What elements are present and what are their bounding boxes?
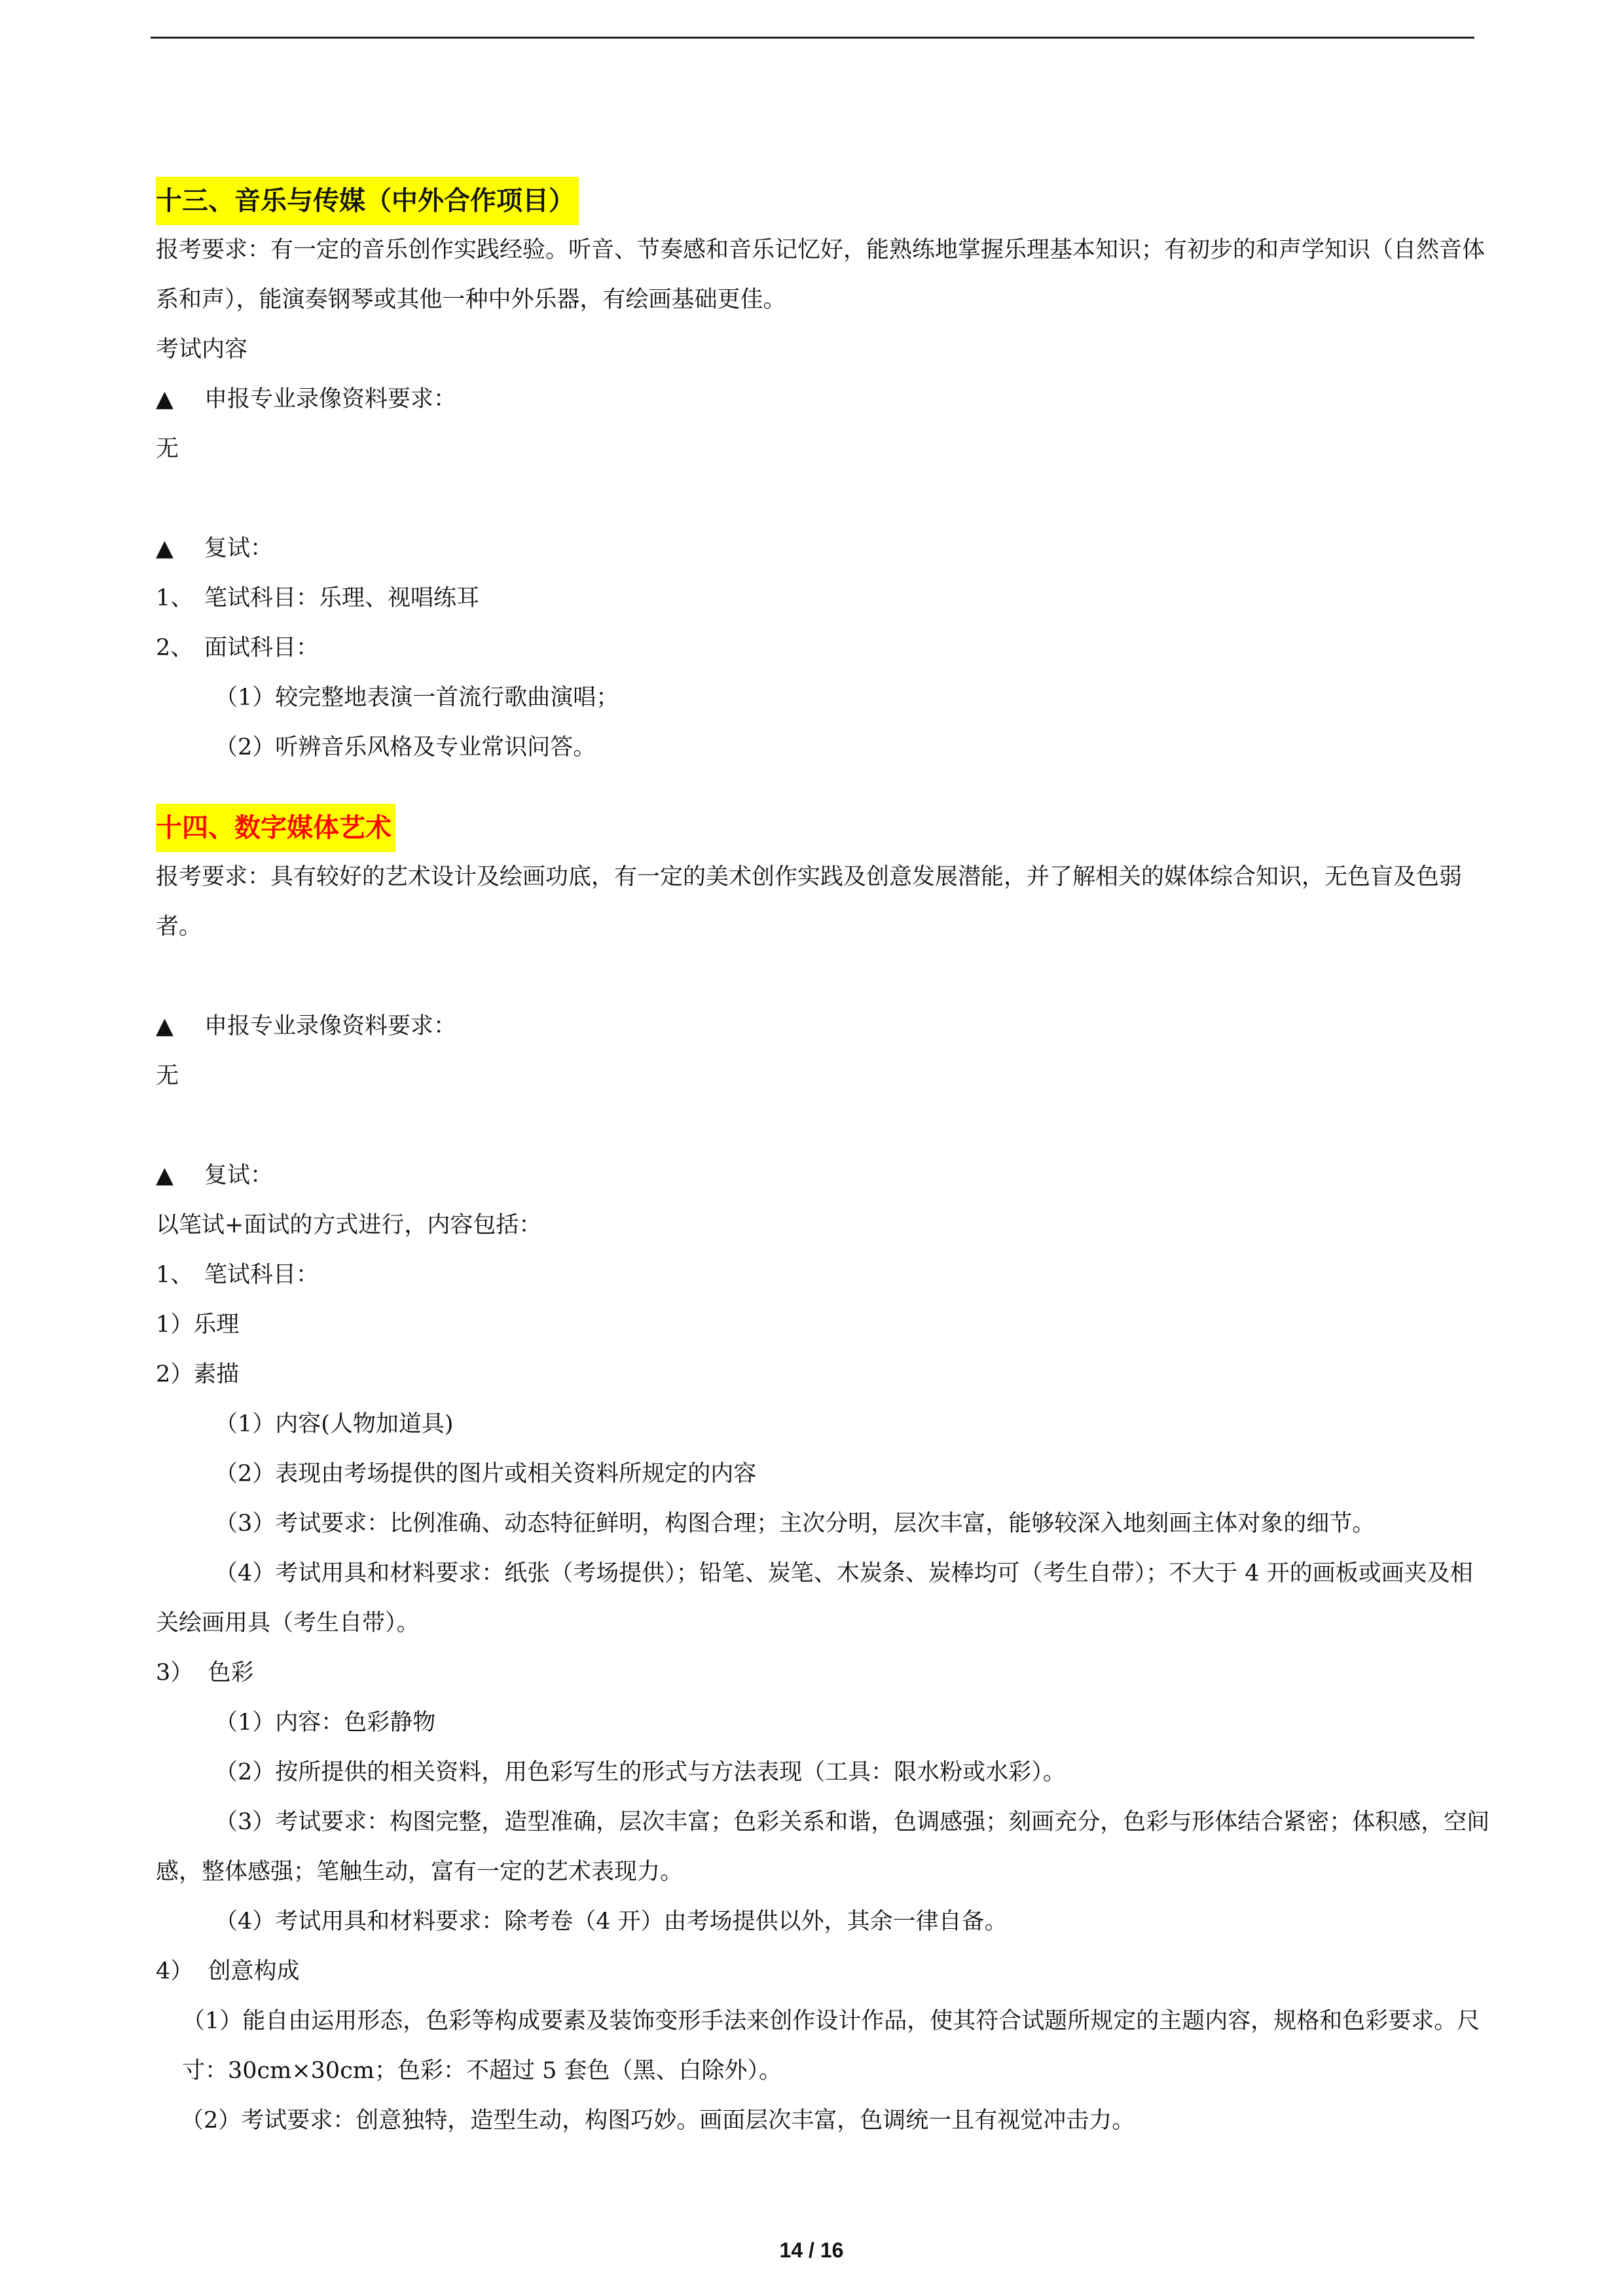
section-13 xyxy=(156,177,1491,772)
section-13-sub-2: （2）听辨音乐风格及专业常识问答。 xyxy=(215,734,596,761)
section-14-requirements: 报考要求：具有较好的艺术设计及绘画功底，有一定的美术创作实践及创意发展潜能，并了解相关的媒体综合知识，无色盲及色弱者。 xyxy=(156,864,1463,940)
section-13-heading: 十三、音乐与传媒（中外合作项目） xyxy=(156,177,579,225)
sketch-sub-4: （4）考试用具和材料要求：纸张（考场提供）；铅笔、炭笔、木炭条、炭棒均可（考生自带）；不大于 4 开的画板或画夹及相关绘画用具（考生自带）。 xyxy=(156,1560,1473,1636)
section-13-item-2 xyxy=(156,623,1491,673)
color-sub-1: （1）内容：色彩静物 xyxy=(215,1710,436,1736)
retest-label: 复试： xyxy=(204,535,274,562)
sketch-item: 2）素描 xyxy=(156,1361,240,1388)
section-14 xyxy=(156,804,1491,2145)
sketch-sub-1: （1）内容(人物加道具) xyxy=(215,1411,454,1437)
color-sub-3: （3）考试要求：构图完整，造型准确，层次丰富；色彩关系和谐，色调感强；刻画充分，色彩与形体结合紧密；体积感，空间感，整体感强；笔触生动，富有一定的艺术表现力。 xyxy=(156,1809,1490,1885)
sketch-sub-3: （3）考试要求：比例准确、动态特征鲜明，构图合理；主次分明，层次丰富，能够较深入地刻画主体对象的细节。 xyxy=(215,1511,1376,1537)
triangle-bullet-icon: ▲ xyxy=(156,1162,173,1189)
item-text: 笔试科目： xyxy=(204,1262,319,1288)
item-number: 1、 xyxy=(156,585,194,611)
section-13-video-requirement xyxy=(156,374,1491,424)
triangle-bullet-icon: ▲ xyxy=(156,535,173,562)
section-13-video-value: 无 xyxy=(156,436,179,462)
item-text: 面试科目： xyxy=(204,635,319,661)
section-13-item-1 xyxy=(156,573,1491,623)
video-label: 申报专业录像资料要求： xyxy=(204,1013,457,1039)
section-14-video-requirement xyxy=(156,1001,1491,1051)
music-theory-item: 1）乐理 xyxy=(156,1312,240,1338)
triangle-bullet-icon: ▲ xyxy=(156,386,173,412)
color-sub-2: （2）按所提供的相关资料，用色彩写生的形式与方法表现（工具：限水粉或水彩）。 xyxy=(215,1759,1066,1785)
section-14-intro: 以笔试+面试的方式进行，内容包括： xyxy=(156,1212,542,1238)
item-number: 1、 xyxy=(156,1262,194,1288)
document-body xyxy=(156,177,1491,2145)
section-13-retest xyxy=(156,524,1491,573)
item-number: 2、 xyxy=(156,635,194,661)
section-13-requirements: 报考要求：有一定的音乐创作实践经验。听音、节奏感和音乐记忆好，能熟练地掌握乐理基本知识；有初步的和声学知识（自然音体系和声），能演奏钢琴或其他一种中外乐器，有绘画基础更佳。 xyxy=(156,237,1486,313)
creative-sub-2: （2）考试要求：创意独特，造型生动，构图巧妙。画面层次丰富，色调统一且有视觉冲击力。 xyxy=(181,2108,1135,2134)
color-sub-4: （4）考试用具和材料要求：除考卷（4 开）由考场提供以外，其余一律自备。 xyxy=(215,1909,1008,1935)
section-14-item-1 xyxy=(156,1250,1491,1300)
header-rule xyxy=(151,37,1474,39)
page-number: 14 / 16 xyxy=(779,2238,844,2262)
section-13-sub-1: （1）较完整地表演一首流行歌曲演唱； xyxy=(215,685,619,711)
section-13-content-label: 考试内容 xyxy=(156,336,248,363)
retest-label: 复试： xyxy=(204,1162,274,1189)
color-item: 3） 色彩 xyxy=(156,1660,254,1686)
section-14-retest xyxy=(156,1151,1491,1200)
creative-composition-item: 4） 创意构成 xyxy=(156,1958,300,1984)
triangle-bullet-icon: ▲ xyxy=(156,1013,173,1039)
section-14-heading: 十四、数字媒体艺术 xyxy=(156,804,395,852)
sketch-sub-2: （2）表现由考场提供的图片或相关资料所规定的内容 xyxy=(215,1461,757,1487)
creative-sub-1: （1）能自由运用形态，色彩等构成要素及装饰变形手法来创作设计作品，使其符合试题所规定的主题内容，规格和色彩要求。尺寸：30cm×30cm；色彩：不超过 5 套色（黑、白除外）。 xyxy=(182,2008,1480,2084)
item-text: 笔试科目：乐理、视唱练耳 xyxy=(204,585,480,611)
video-label: 申报专业录像资料要求： xyxy=(204,386,457,412)
section-14-video-value: 无 xyxy=(156,1063,179,1089)
